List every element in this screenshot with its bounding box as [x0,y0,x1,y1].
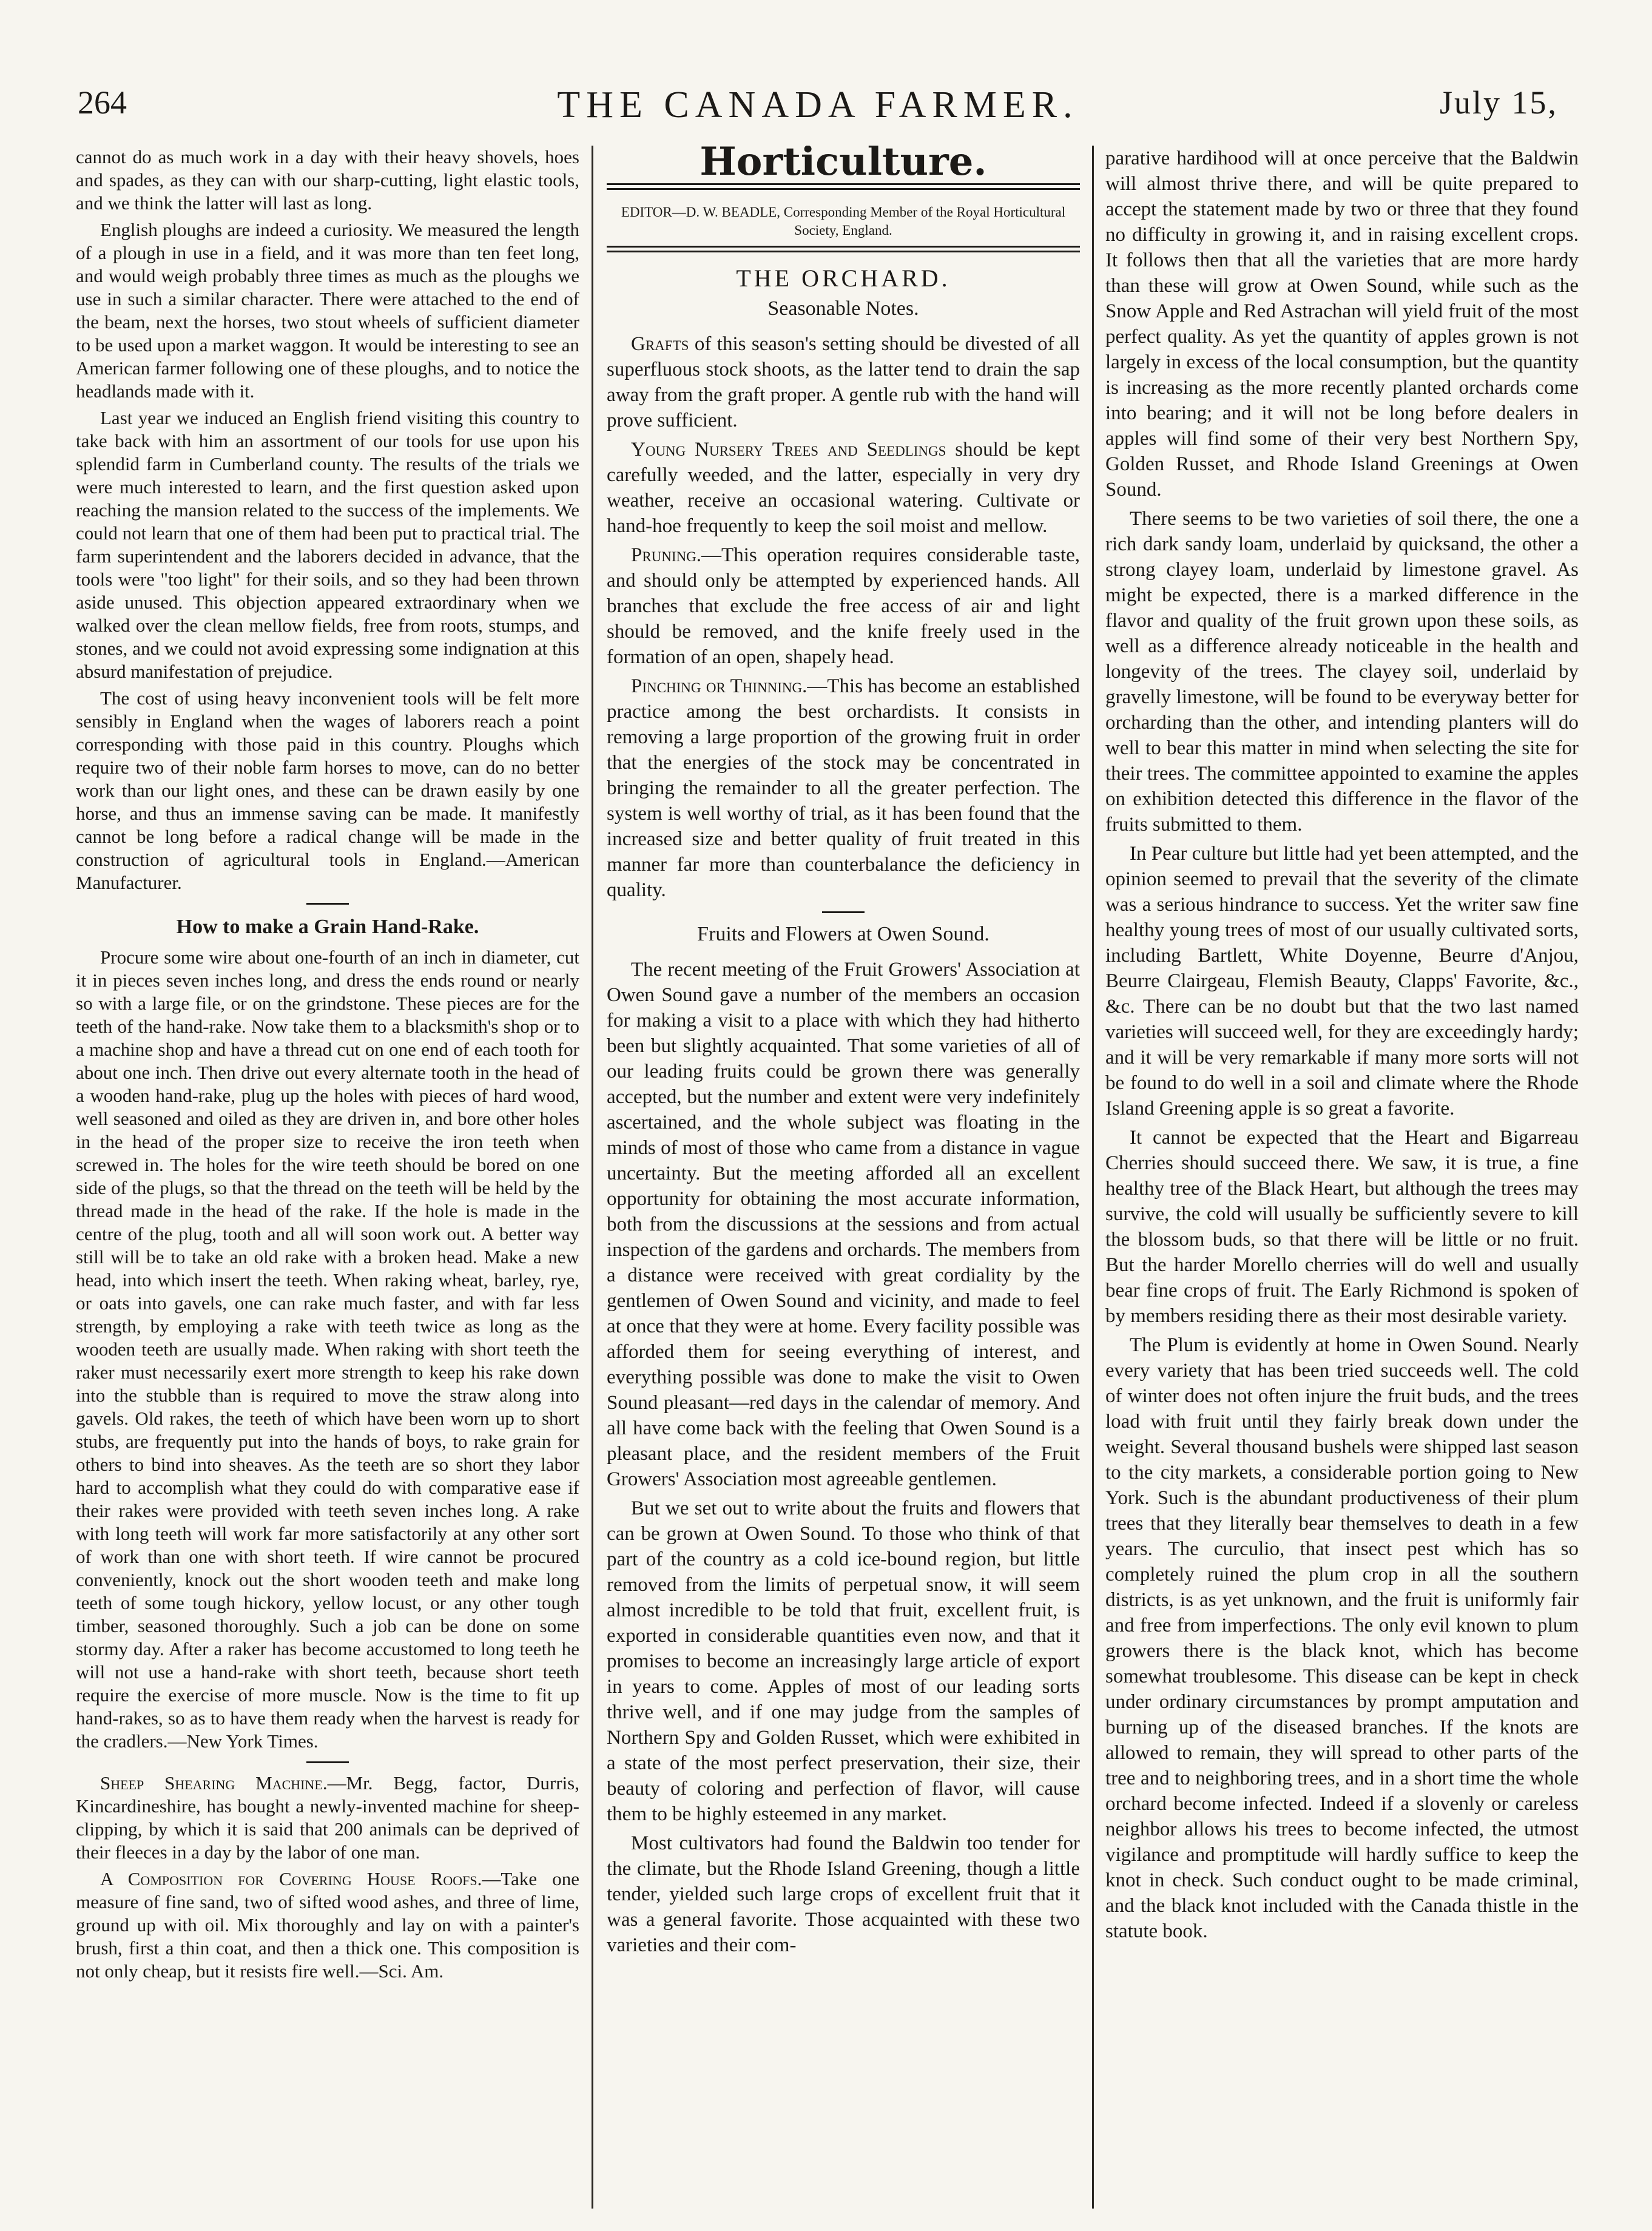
column-3 [1105,146,1579,2215]
paragraph: Last year we induced an English friend visiting this country to take back with him an assortment of our tools for use upon his splendid farm in Cumberland county. The results of the trials we were much interested to learn, and the first question asked upon reaching the mansion related to the success of the implements. We could not learn that one of them had been put to practical trial. The farm superintendent and the laborers decided in advance, that the tools were "too light" for their soils, and so they had been thrown aside unused. This objection appeared extraordinary when we walked over the clean mellow fields, free from roots, stumps, and stones, and we could not avoid expressing some indignation at this absurd manifestation of prejudice. [76,407,579,682]
paragraph [607,437,1080,539]
paragraph: In Pear culture but little had yet been attempted, and the opinion seemed to prevail that the severity of the climate was a serious hindrance to success. Yet the writer saw fine healthy young trees of most of our usually cultivated sorts, including Bartlett, White Doyenne, Beurre d'Anjou, Beurre Clairgeau, Flemish Beauty, Clapps' Favorite, &c., &c. There can be no doubt but that the two last named varieties will succeed well, for they are exceedingly hardy; and it will be very remarkable if many more sorts will not be found to do well in a soil and climate where the Rhode Island Greening apple is so great a favorite. [1105,843,1579,1119]
paragraph: The recent meeting of the Fruit Growers' Association at Owen Sound gave a number of the members an occasion for making a visit to a place with which they had hitherto been but slightly acquainted. That some varieties of all of our leading fruits could be grown there was generally accepted, but the number and extent were very indefinitely ascertained, and the whole subject was floating in the minds of most of those who came from a distance in vague uncertainty. But the meeting afforded all an excellent opportunity for obtaining the most accurate information, both from the discussions at the sessions and from actual inspection of the gardens and orchards. The members from a distance were received with great cordiality by the gentlemen of Owen Sound and vicinity, and made to feel at once that they were at home. Every facility possible was afforded them for seeing everything of interest, and everything possible was done to make the visit to Owen Sound pleasant—red days in the calendar of memory. And all have come back with the feeling that Owen Sound is a pleasant place, and the resident members of the Fruit Growers' Association most agreeable gentlemen. [607,959,1080,1490]
subsection-title: Seasonable Notes. [767,297,919,320]
section-title: THE ORCHARD. [736,265,951,292]
paragraph-body: —Mr. Begg, factor, Durris, Kincardineshire, has bought a newly-invented machine for sheep-clipping, by which it is said that 200 animals can be deprived of their fleeces in a day by the labor of one man. [76,1772,579,1863]
section-divider [306,903,349,905]
lead-in: Young Nursery Trees and Seedlings [631,439,946,461]
column-rule-left [592,146,593,2209]
paragraph: Procure some wire about one-fourth of an inch in diameter, cut it in pieces seven inches long, and dress the ends round or nearly so with a large file, or on the grindstone. These pieces are for the teeth of the hand-rake. Now take them to a blacksmith's shop or to a machine shop and have a thread cut on one end of each tooth for about one inch. Then drive out every alternate tooth in the head of a wooden hand-rake, plug up the holes with pieces of hard wood, well seasoned and oiled as they are driven in, and bore other holes in the head of the proper size to receive the iron teeth when screwed in. The holes for the wire teeth should be bored on one side of the plugs, so that the thread on the teeth will be held by the thread made in the head of the rake. If the hole is made in the centre of the plug, tooth and all will soon work out. A better way still will be to take an old rake with a broken head. Make a new head, into which insert the teeth. When raking wheat, barley, rye, or oats into gavels, one can rake much faster, and with far less strength, by employing a rake with teeth twice as long as the wooden teeth are usually made. When raking with short teeth the raker must necessarily exert more strength to keep his rake down into the stubble than is required to move the straw along into gavels. Old rakes, the teeth of which have been worn up to short stubs, are frequently put into the hands of boys, to rake grain for others to bind into sheaves. As the teeth are so short they labor hard to accomplish what they could do with comparative ease if their rakes were provided with teeth seven inches long. A rake with long teeth will work far more satisfactorily at any other sort of work than one with short teeth. If wire cannot be procured conveniently, knock out the short wooden teeth and make long teeth of some tough hickory, yellow locust, or any other tough timber, seasoned thoroughly. Such a job can be done on some stormy day. After a raker has become accustomed to long teeth he will not use a hand-rake with short teeth, because short teeth require the exercise of more muscle. Now is the time to fit up hand-rakes, so as to have them ready when the harvest is ready for the cradlers.—New York Times. [76,947,579,1752]
double-rule [607,246,1080,252]
paragraph: cannot do as much work in a day with their heavy shovels, hoes and spades, as they can with our sharp-cutting, light elastic tools, and we think the latter will last as long. [76,146,579,214]
column-2 [607,146,1080,2215]
paragraph: Most cultivators had found the Baldwin too tender for the climate, but the Rhode Island Greening, though a little tender, yielded such large crops of excellent fruit that it was a general favorite. Those acquainted with these two varieties and their com- [607,1832,1080,1956]
department-title: Horticulture. [700,146,987,184]
page-number: 264 [78,84,127,121]
paragraph-body: should be kept carefully weeded, and the latter, especially in very dry weather, receive an occasional watering. Cultivate or hand-hoe frequently to keep the soil moist and mellow. [607,439,1080,537]
lead-in: A Composition for Covering House Roofs. [100,1868,482,1889]
paragraph [607,673,1080,903]
paragraph: But we set out to write about the fruits and flowers that can be grown at Owen Sound. To those who think of that part of the country as a cold ice-bound region, but little removed from the limits of perpetual snow, it will seem almost incredible to be told that fruit, excellent fruit, is exported in considerable quantities even now, and that it promises to become an increasingly large article of export in years to come. Apples of most of our leading sorts thrive well, and if one may judge from the samples of Northern Spy and Golden Russet, which were exhibited in a state of the most perfect preservation, their size, their beauty of coloring and perfection of flavor, will cause them to be highly esteemed in any market. [607,1497,1080,1825]
lead-in: Pruning. [631,544,702,566]
lead-in: Sheep Shearing Machine. [100,1772,328,1794]
paragraph [607,542,1080,670]
lead-in: Grafts [631,333,689,355]
paragraph: The Plum is evidently at home in Owen Sound. Nearly every variety that has been tried succeeds well. The cold of winter does not often injure the fruit buds, and the trees load with fruit until they fairly break down under the weight. Several thousand bushels were shipped last season to the city markets, a considerable portion going to New York. Such is the abundant productiveness of their plum trees that they literally bear themselves to death in a few years. The curculio, that insect pest which has so completely ruined the plum crop in all the southern districts, is as yet unknown, and the fruit is uniformly fair and free from imperfections. The only evil known to plum growers there is the black knot, which has become somewhat troublesome. This disease can be kept in check under ordinary circumstances by prompt amputation and burning up of the diseased branches. If the knots are allowed to remain, they will spread to other parts of the tree and to neighboring trees, and in a short time the whole orchard become infected. Indeed if a slovenly or careless neighbor allows his trees to become infected, the utmost vigilance and promptitude will hardly suffice to keep the knot in check. Such conduct ought to be made criminal, and the black knot included with the Canada thistle in the statute book. [1105,1334,1579,1942]
masthead [78,84,1558,138]
paragraph: There seems to be two varieties of soil there, the one a rich dark sandy loam, underlaid by quicksand, the other a strong clayey loam, underlaid by limestone gravel. As might be expected, there is a marked difference in the flavor and quality of the fruit grown upon these soils, as well as a difference already noticeable in the health and longevity of the trees. The clayey soil, underlaid by gravelly limestone, will be found to be everyway better for orcharding than the other, and intending planters will do well to bear this matter in mind when selecting the site for their trees. The committee appointed to examine the apples on exhibition detected this difference in the flavor of the fruits submitted to them. [1105,508,1579,835]
paragraph-body: —This operation requires considerable taste, and should only be attempted by experienced hands. All branches that exclude the free access of air and light should be removed, and the knife freely used in the formation of an open, shapely head. [607,544,1080,668]
paragraph-body: —Take one measure of fine sand, two of sifted wood ashes, and three of lime, ground up with oil. Mix thoroughly and lay on with a painter's brush, first a thin coat, and then a thick one. This composition is not only cheap, but it resists fire well.—Sci. Am. [76,1868,579,1982]
paragraph: English ploughs are indeed a curiosity. We measured the length of a plough in use in a field, and it was more than ten feet long, and would weigh probably three times as much as the ploughs we use in such a similar character. There were attached to the end of the beam, next the horses, two stout wheels of sufficient diameter to be used upon a market waggon. It would be interesting to see an American farmer following one of these ploughs, and to notice the headlands made with it. [76,219,579,402]
article-heading: Fruits and Flowers at Owen Sound. [697,923,990,945]
paragraph: parative hardihood will at once perceive that the Baldwin will almost thrive there, and will be quite prepared to accept the statement made by two or three that they found no difficulty in growing it, and in raising excellent crops. It follows then that all the varieties that are more hardy than these will grow at Owen Sound, while such as the Snow Apple and Red Astrachan will yield fruit of the most perfect quality. As yet the quantity of apples grown is not largely in excess of the local consumption, but the quantity is increasing as the more recently planted orchards come into bearing; and it will not be long before dealers in apples will find some of their very best Northern Spy, Golden Russet, and Rhode Island Greenings at Owen Sound. [1105,147,1579,501]
paragraph [607,331,1080,433]
paragraph: The cost of using heavy inconvenient tools will be felt more sensibly in England when the wages of laborers reach a point corresponding with those paid in this country. Ploughs which require two of their noble farm horses to move, can do no better work than our light ones, and these can be drawn easily by one horse, and thus an immense saving can be made. It manifestly cannot be long before a radical change will be made in the construction of agricultural tools in England.—American Manufacturer. [76,687,579,893]
paragraph: It cannot be expected that the Heart and Bigarreau Cherries should succeed there. We saw, it is true, a fine healthy tree of the Black Heart, but although the trees may survive, the cold will usually be sufficiently severe to kill the blossom buds, so that there will be little or no fruit. But the harder Morello cherries will do well and usually bear fine crops of fruit. The Early Richmond is spoken of by members residing there as their most desirable variety. [1105,1127,1579,1327]
column-rule-right [1092,146,1094,2209]
editor-credit: EDITOR—D. W. BEADLE, Corresponding Member of the Royal Horticultural Society, England. [621,204,1066,238]
lead-in: Pinching or Thinning. [631,675,807,697]
section-divider [822,911,865,913]
issue-date: July 15, [1439,84,1558,121]
paragraph [76,1772,579,1864]
paragraph [76,1868,579,1983]
paragraph-body: of this season's setting should be divested of all superfluous stock shoots, as the latter tend to drain the sap away from the graft proper. A gentle rub with the hand will prove sufficient. [607,333,1080,431]
column-1 [76,146,579,2215]
paragraph-body: —This has become an established practice among the best orchardists. It consists in removing a large proportion of the growing fruit in order that the energies of the stock may be concentrated in bringing the remainder to all the greater perfection. The system is well worthy of trial, as it has been found that the increased size and better quality of fruit treated in this manner far more than counterbalance the deficiency in quality. [607,675,1080,901]
publication-title: THE CANADA FARMER. [557,84,1079,126]
section-divider [306,1761,349,1763]
article-heading: How to make a Grain Hand-Rake. [176,916,479,938]
